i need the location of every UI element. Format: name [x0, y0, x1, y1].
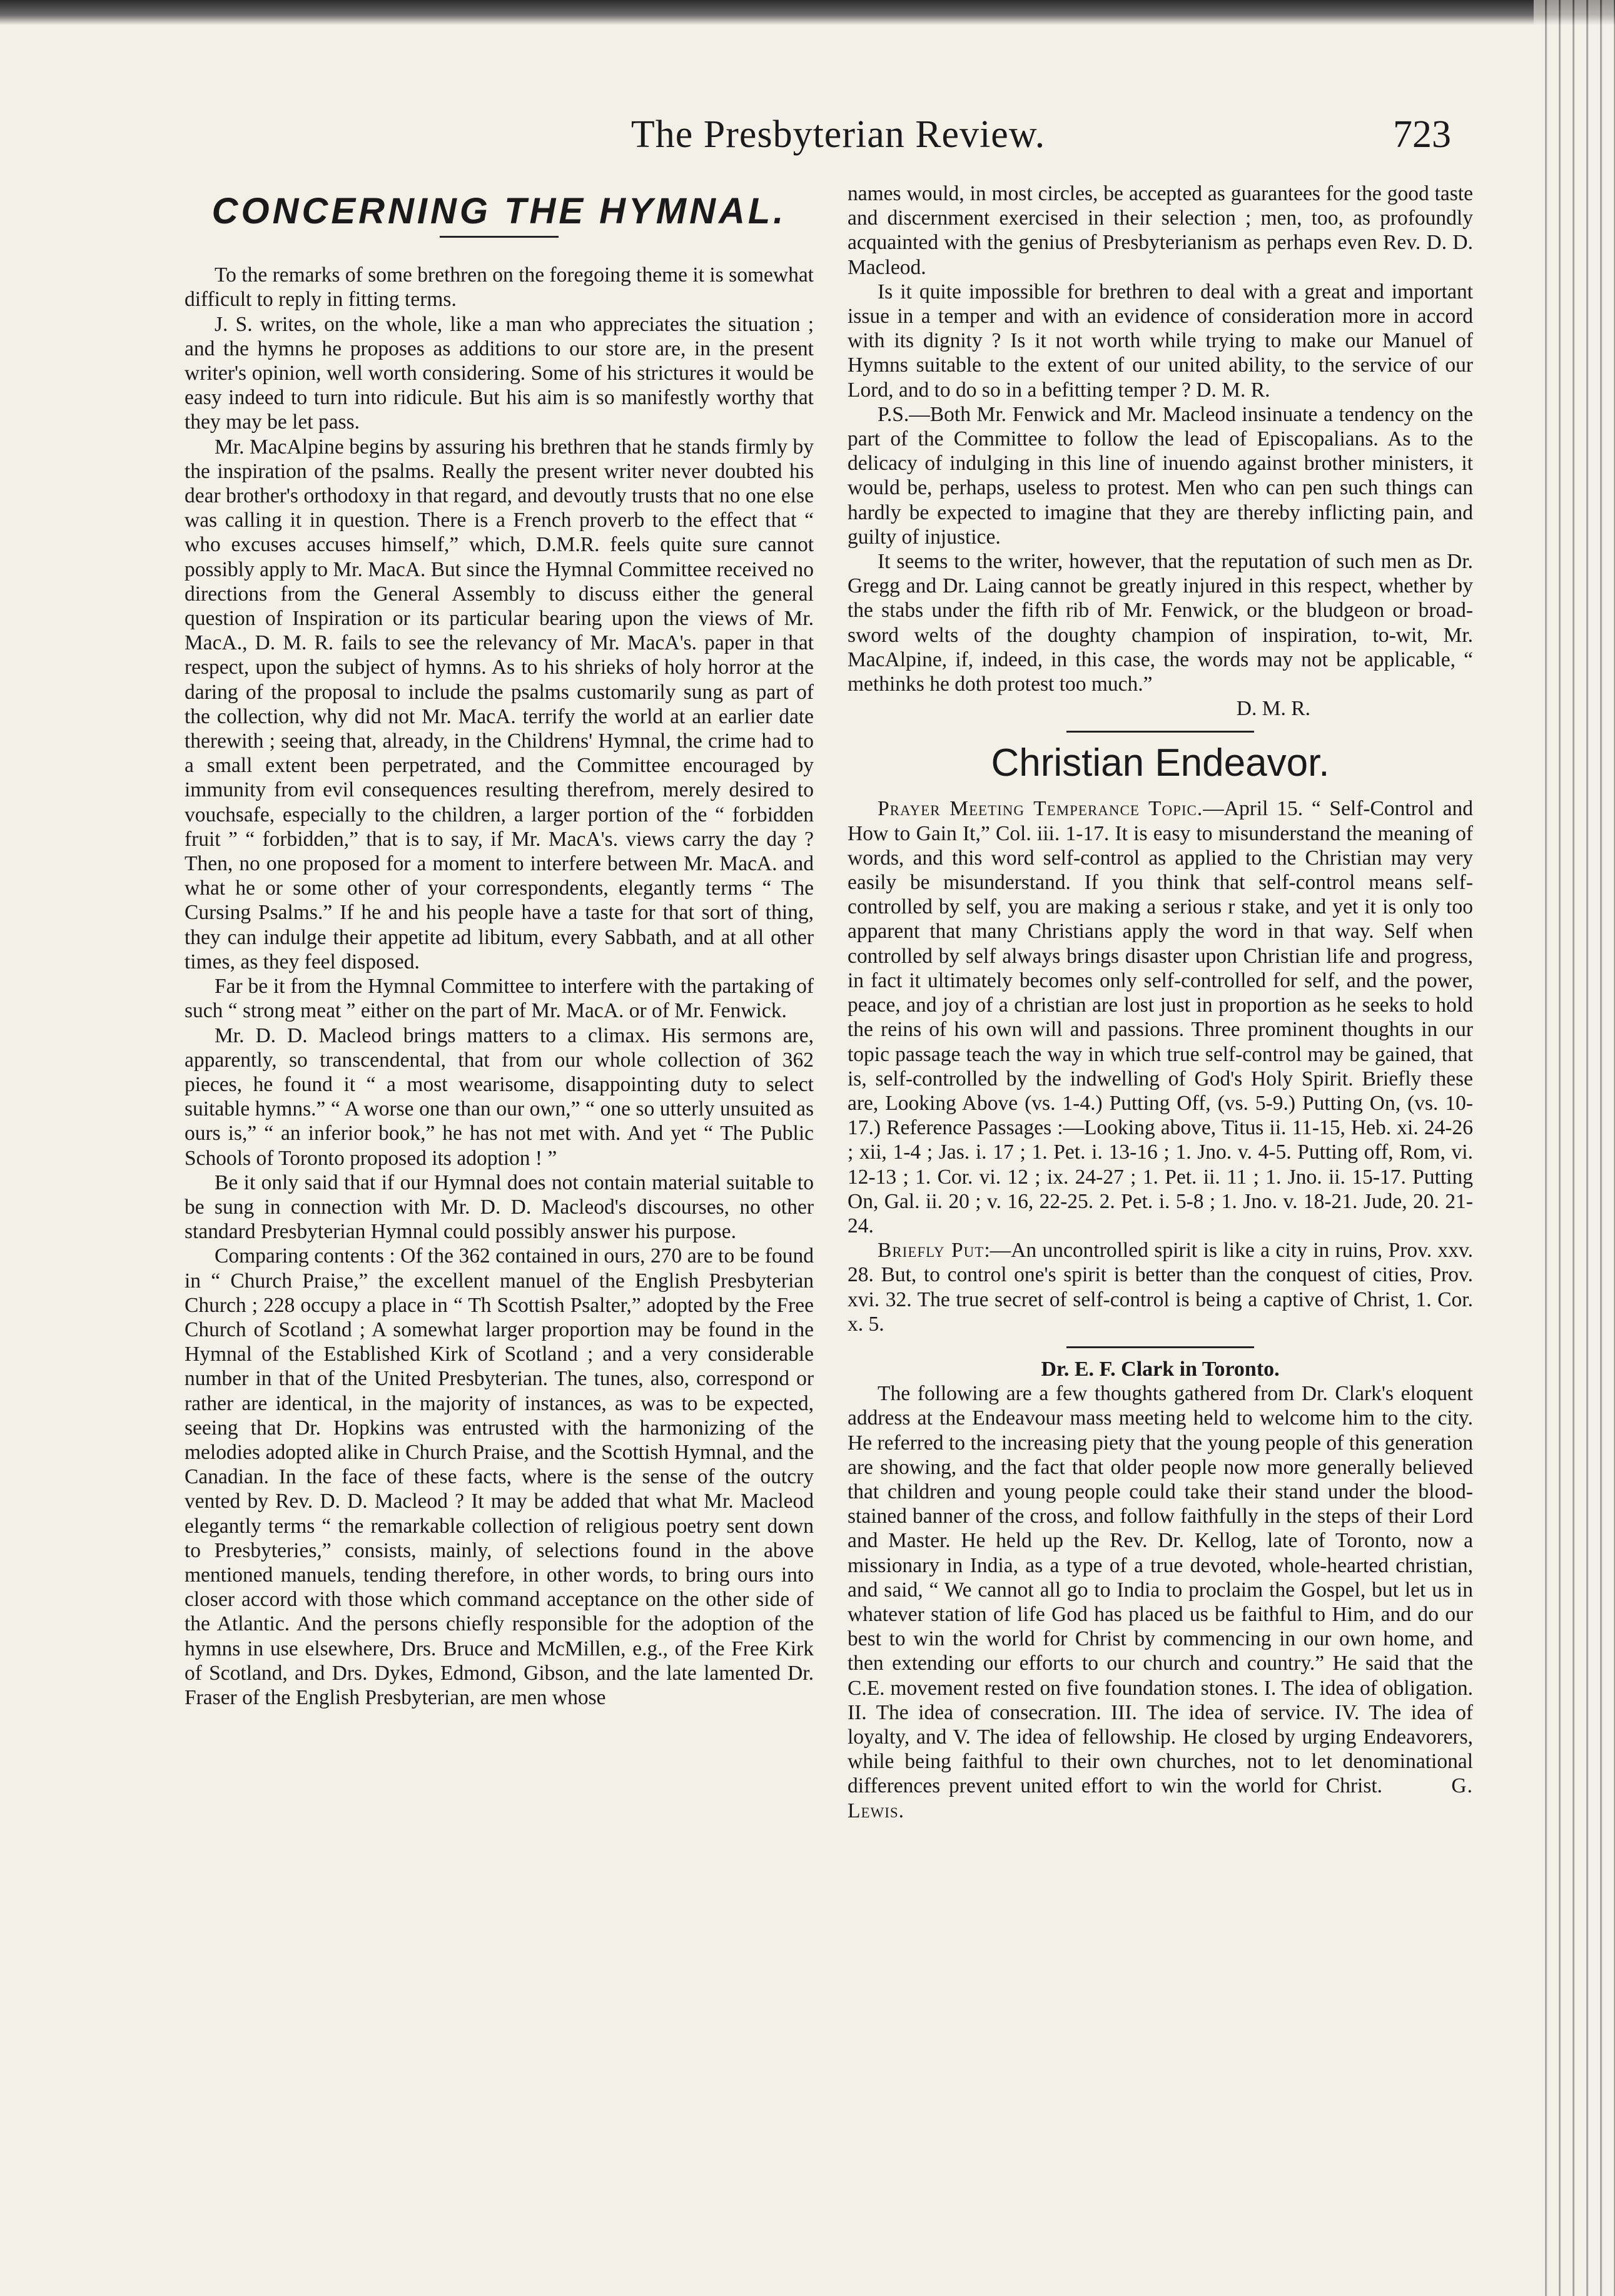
paragraph: Mr. D. D. Macleod brings matters to a climax. His sermons are, apparently, so transcendental, that from our whole collection of 362 pieces, he found it “ a most wearisome, disappointing duty to select suitable hymns.” “ A worse one than our own,” “ one so utterly unsuited as ours is,” “ an inferior book,” he has not met with. And yet “ The Public Schools of Toronto proposed its adoption ! ” [185, 1024, 814, 1170]
right-column [848, 181, 1473, 1823]
paragraph: Mr. MacAlpine begins by assuring his brethren that he stands firmly by the inspiration of the psalms. Really the present writer never doubted his dear brother's orthodoxy in that regard, and devoutly trusts that no one else was calling it in question. There is a French proverb to the effect that “ who excuses accuses himself,” which, D.M.R. feels quite sure cannot possibly apply to Mr. MacA. But since the Hymnal Committee received no directions from the General Assembly to discuss either the general question of Inspiration or its particular bearing upon the views of Mr. MacA., D. M. R. fails to see the relevancy of Mr. MacA's. paper in that respect, upon the subject of hymns. As to his shrieks of holy horror at the daring of the proposal to include the psalms customarily sung as part of the collection, why did not Mr. MacA. terrify the world at an earlier date therewith ; seeing that, already, in the Childrens' Hymnal, the crime had to a small extent been perpetrated, and the Committee encouraged by immunity from evil consequences resulting therefrom, merely desired to vouchsafe, especially to the children, a larger portion of the “ forbidden fruit ” “ forbidden,” that is to say, if Mr. MacA's. views carry the day ? Then, no one proposed for a moment to interfere between Mr. MacA. and what he or some other of your correspondents, elegantly terms “ The Cursing Psalms.” If he and his people have a taste for that sort of thing, they can indulge their appetite ad libitum, every Sabbath, and at all other times, as they feel disposed. [185, 435, 814, 973]
article-heading-hymnal: CONCERNING THE HYMNAL. [211, 191, 787, 231]
subheading-clark: Dr. E. F. Clark in Toronto. [1041, 1357, 1280, 1381]
paragraph: To the remarks of some brethren on the foregoing theme it is somewhat difficult to reply in fitting terms. [185, 263, 814, 312]
paragraph: Is it quite impossible for brethren to deal with a great and important issue in a temper and with an evidence of consideration more in accord with its dignity ? Is it not worth while trying to make our Manuel of Hymns suitable to the extent of our united ability, to the service of our Lord, and to do so in a befitting temper ? D. M. R. [848, 280, 1473, 402]
paragraph: Far be it from the Hymnal Committee to interfere with the partaking of such “ strong meat ” either on the part of Mr. MacA. or of Mr. Fenwick. [185, 975, 814, 1023]
signature: D. M. R. [1236, 697, 1310, 721]
journal-title: The Presbyterian Review. [630, 113, 1046, 156]
section-heading-endeavor: Christian Endeavor. [991, 741, 1330, 785]
running-head [188, 113, 1451, 169]
page-number: 723 [1393, 113, 1451, 156]
paragraph: Be it only said that if our Hymnal does not contain material suitable to be sung in connection with Mr. D. D. Macleod's discourses, no other standard Presbyterian Hymnal could possibly answer his purpose. [185, 1171, 814, 1244]
clark-text: The following are a few thoughts gathered from Dr. Clark's eloquent address at the Endeavour mass meeting held to welcome him to the city. He referred to the increasing piety that the young people of this generation are showing, and the fact that older people now more generally believed that children and young people could take their stand under the blood-stained banner of the cross, and follow faithfully in the steps of their Lord and Master. He held up the Rev. Dr. Kellog, late of Toronto, now a missionary in India, as a type of a true devoted, whole-hearted christian, and said, “ We cannot all go to India to proclaim the Gospel, but let us in whatever station of life God has placed us be faithful to Him, and do our best to win the world for Christ by commencing in our own home, and then extending our efforts to our church and country.” He said that the C.E. movement rested on five foundation stones. I. The idea of obligation. II. The idea of consecration. III. The idea of service. IV. The idea of loyalty, and V. The idea of fellowship. He closed by urging Endeavorers, while being faithful to their own churches, not to let denominational differences prevent united effort to win the world for Christ. [848, 1382, 1473, 1798]
heading-rule [440, 236, 559, 238]
scan-top-edge [0, 0, 1615, 25]
topic-text: —April 15. “ Self-Control and How to Gain It,” Col. iii. 1-17. It is easy to misunderstand the meaning of words, and this word self-control as applied to the Christian may very easily be misunderstand. If you think that self-control means self-controlled by self, you are making a serious r stake, and yet it is only too apparent that many Christians apply the word in that way. Self when controlled by self always brings disaster upon Christian life and progress, in fact it ultimately becomes only self-controlled for self, and the power, peace, and joy of a christian are lost just in proportion as he seeks to hold the reins of his own will and passions. Three prominent thoughts in our topic passage teach the way in which true self-control may be gained, that is, self-controlled by the indwelling of God's Holy Spirit. Briefly these are, Looking Above (vs. 1-4.) Putting Off, (vs. 5-9.) Putting On, (vs. 10-17.) Reference Passages :—Looking above, Titus ii. 11-15, Heb. xi. 24-26 ; xii, 1-4 ; Jas. i. 17 ; 1. Pet. i. 13-16 ; 1. Jno. v. 4-5. Putting off, Rom, vi. 12-13 ; 1. Cor. vi. 12 ; ix. 24-27 ; 1. Pet. ii. 11 ; 1. Jno. ii. 15-17. Putting On, Gal. ii. 20 ; v. 16, 22-25. 2. Pet. i. 5-8 ; 1. Jno. v. 18-21. Jude, 20. 21-24. [848, 797, 1473, 1237]
briefly-lead: Briefly Put [878, 1239, 985, 1262]
paragraph: It seems to the writer, however, that the reputation of such men as Dr. Gregg and Dr. Laing cannot be greatly injured in this respect, whether by the stabs under the fifth rib of Mr. Fenwick, or the bludgeon or broad-sword welts of the doughty champion of inspiration, to-wit, Mr. MacAlpine, if, indeed, in this case, the words may not be applicable, “ methinks he doth protest too much.” [848, 550, 1473, 696]
section-rule [1066, 1346, 1254, 1348]
section-rule [1066, 731, 1254, 733]
paragraph [848, 1381, 1473, 1823]
paragraph: P.S.—Both Mr. Fenwick and Mr. Macleod insinuate a tendency on the part of the Committee to follow the lead of Episcopalians. As to the delicacy of indulging in this line of inuendo against brother ministers, it would be, perhaps, useless to protest. Men who can pen such things can hardly be expected to imagine that they are thereby inflicting pain, and guilty of injustice. [848, 402, 1473, 549]
scan-binding-edge [1534, 0, 1615, 2296]
paragraph: J. S. writes, on the whole, like a man who appreciates the situation ; and the hymns he proposes as additions to our store are, in the present writer's opinion, well worth considering. Some of his strictures it would be easy indeed to turn into ridicule. But his aim is so manifestly worthy that they may be let pass. [185, 312, 814, 434]
paragraph: Comparing contents : Of the 362 contained in ours, 270 are to be found in “ Church Praise,” the excellent manuel of the English Presbyterian Church ; 228 occupy a place in “ Th Scottish Psalter,” adopted by the Free Church of Scotland ; A somewhat larger proportion may be found in the Hymnal of the Established Kirk of Scotland ; and a very considerable number in that of the United Presbyterian. The tunes, also, correspond or rather are identical, in the majority of instances, as was to be expected, seeing that Dr. Hopkins was entrusted with the harmonizing of the melodies adopted alike in Church Praise, and the Scottish Hymnal, and the Canadian. In the face of these facts, where is the sense of the outcry vented by Rev. D. D. Macleod ? It may be added that what Mr. Macleod elegantly terms “ the remarkable collection of religious poetry sent down to Presbyteries,” consists, mainly, of selections found in the above mentioned manuels, tending therefore, in other words, to bring ours into closer accord with those which command acceptance on the other side of the Atlantic. And the persons chiefly responsible for the adoption of the hymns in use elsewhere, Drs. Bruce and McMillen, e.g., of the Free Kirk of Scotland, and Drs. Dykes, Edmond, Gibson, and the late lamented Dr. Fraser of the English Presbyterian, are men whose [185, 1244, 814, 1709]
paragraph [848, 1238, 1473, 1336]
clark-signature: G. Lewis. [848, 1774, 1473, 1822]
left-column [185, 181, 814, 1710]
briefly-text: :—An uncontrolled spirit is like a city in ruins, Prov. xxv. 28. But, to control one's spirit is better than the conquest of cities, Prov. xvi. 32. The true secret of self-control is being a captive of Christ, 1. Cor. x. 5. [848, 1239, 1473, 1336]
paragraph [848, 796, 1473, 1238]
topic-lead: Prayer Meeting Temperance Topic. [878, 797, 1203, 821]
paragraph: names would, in most circles, be accepted as guarantees for the good taste and discernment exercised in their selection ; men, too, as profoundly acquainted with the genius of Presbyterianism as perhaps even Rev. D. D. Macleod. [848, 182, 1473, 279]
